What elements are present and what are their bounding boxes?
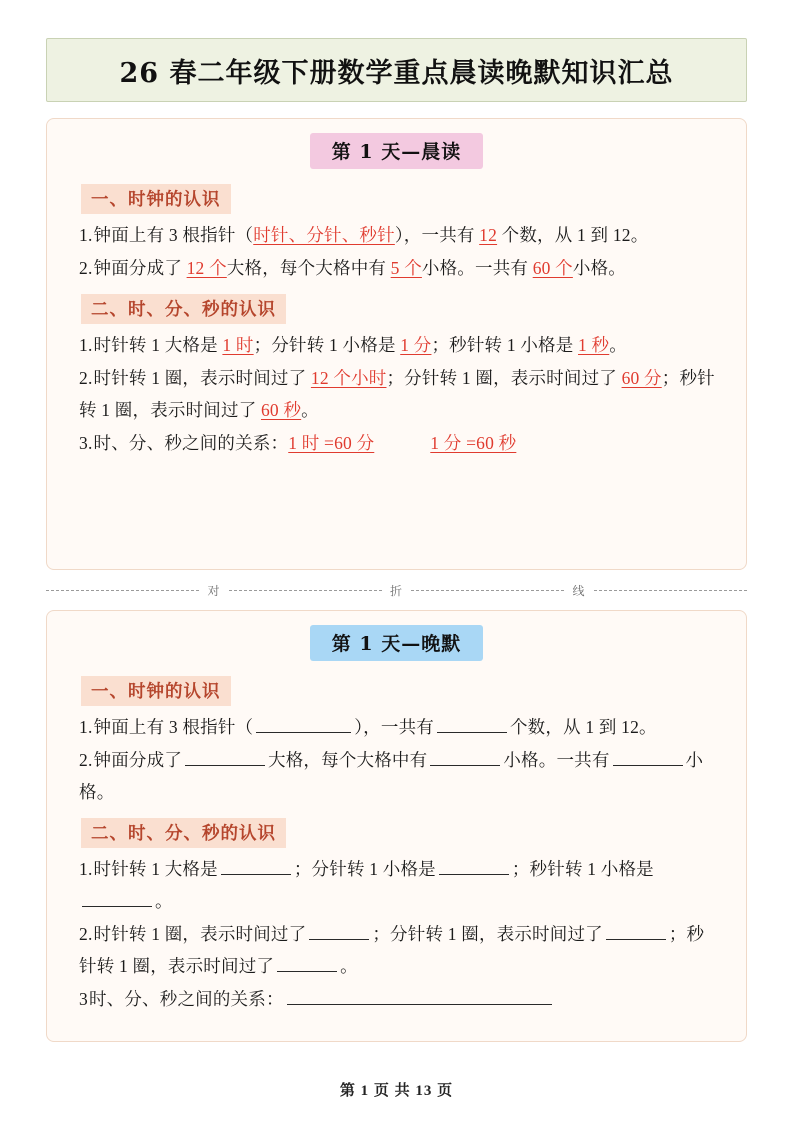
answer-text: 1 时 =60 分 [288,433,375,453]
body-text: 时针转 1 圈，表示时间过了 [93,924,307,944]
body-text: 。 [609,335,627,355]
morning-item [73,427,720,459]
item-number: 2. [79,924,93,944]
body-text: 时、分、秒之间的关系： [88,989,284,1009]
body-text: ；秒针转 1 小格是 [511,859,654,879]
answer-text: 1 秒 [578,335,610,355]
body-text: 时针转 1 大格是 [93,335,223,355]
answer-text: 1 分 =60 秒 [430,433,517,453]
body-text: 小格。 [79,750,704,802]
answer-text: 60 秒 [260,400,302,420]
fill-in-blank[interactable] [430,748,500,766]
answer-text: 5 个 [390,258,422,278]
fill-in-blank[interactable] [277,954,337,972]
cut-label-3: 线 [572,583,586,598]
cut-dash-mid-right [411,590,564,591]
answer-text: 12 [479,225,498,245]
cut-dash-left [46,590,199,591]
morning-reading-card [46,118,747,570]
fill-in-blank[interactable] [82,889,152,907]
item-number: 2. [79,750,93,770]
morning-subheading: 一、时钟的认识 [81,184,231,214]
body-text: 时针转 1 圈，表示时间过了 [93,368,311,388]
morning-heading-row [73,133,720,169]
body-text: 个数，从 1 到 12。 [509,717,657,737]
morning-body [73,175,720,459]
item-number: 1. [79,859,93,879]
body-text: 钟面分成了 [93,258,187,278]
body-text: ；秒针转 1 圈，表示时间过了 [79,924,705,976]
morning-item [73,329,720,361]
evening-item [73,983,720,1015]
document-title-banner [46,38,747,102]
body-text: ；分针转 1 小格是 [293,859,436,879]
item-number: 2. [79,368,93,388]
evening-subheading: 二、时、分、秒的认识 [81,818,286,848]
body-text: 时针转 1 大格是 [93,859,218,879]
cut-label-1: 对 [207,583,221,598]
item-number: 1. [79,335,93,355]
body-text: 大格，每个大格中有 [226,258,391,278]
page-title: 26 春二年级下册数学重点晨读晚默知识汇总 [119,57,674,89]
body-text: ；秒针转 1 圈，表示时间过了 [79,368,715,420]
page-footer: 第 1 页 共 13 页 [339,1083,454,1099]
answer-text: 1 分 [400,335,432,355]
morning-item [73,219,720,251]
morning-heading-chip: 第 1 天—晨读 [310,133,483,169]
fill-in-blank[interactable] [437,715,507,733]
body-text: 钟面上有 3 根指针（ [93,225,254,245]
item-number: 1. [79,717,93,737]
cut-dash-mid-left [229,590,382,591]
evening-heading-row [73,625,720,661]
evening-item [73,853,720,917]
fill-in-blank[interactable] [439,857,509,875]
body-text: 个数，从 1 到 12。 [497,225,649,245]
body-text: ；分针转 1 圈，表示时间过了 [386,368,622,388]
item-number: 3 [79,989,88,1009]
body-text: ），一共有 [394,225,480,245]
fill-in-blank[interactable] [221,857,291,875]
body-text: 。 [340,956,358,976]
evening-body [73,667,720,1015]
item-number: 3. [79,433,93,453]
body-text: ；分针转 1 小格是 [253,335,401,355]
answer-text: 12 个 [186,258,227,278]
evening-item [73,711,720,743]
evening-heading-chip: 第 1 天—晚默 [310,625,483,661]
fill-in-blank[interactable] [256,715,351,733]
body-text: 小格。 [572,258,626,278]
answer-text: 60 分 [621,368,662,388]
morning-item [73,252,720,284]
morning-item [73,362,720,426]
cut-label-2: 折 [389,583,403,598]
answer-text: 时针、分针、秒针 [253,225,395,245]
item-number: 2. [79,258,93,278]
answer-text: 60 个 [532,258,573,278]
fill-in-blank[interactable] [185,748,265,766]
body-text: ；分针转 1 圈，表示时间过了 [372,924,603,944]
evening-dictation-card [46,610,747,1042]
body-text: 小格。一共有 [421,258,533,278]
fill-in-blank[interactable] [309,922,369,940]
item-number: 1. [79,225,93,245]
morning-subheading: 二、时、分、秒的认识 [81,294,286,324]
body-text: 钟面分成了 [93,750,183,770]
cut-dash-right [594,590,747,591]
body-text: 。 [155,891,173,911]
body-text: 钟面上有 3 根指针（ [93,717,254,737]
answer-text: 12 个小时 [310,368,387,388]
fill-in-blank[interactable] [287,987,552,1005]
answer-text: 1 时 [222,335,254,355]
fill-in-blank[interactable] [606,922,666,940]
body-text: 大格，每个大格中有 [268,750,428,770]
evening-item [73,744,720,808]
fold-cut-line [46,572,747,608]
fill-in-blank[interactable] [613,748,683,766]
body-text: 时、分、秒之间的关系： [93,433,289,453]
body-text: ），一共有 [354,717,434,737]
evening-item [73,918,720,982]
body-text: ；秒针转 1 小格是 [431,335,579,355]
body-text: 。 [301,400,319,420]
evening-subheading: 一、时钟的认识 [81,676,231,706]
body-text: 小格。一共有 [503,750,610,770]
